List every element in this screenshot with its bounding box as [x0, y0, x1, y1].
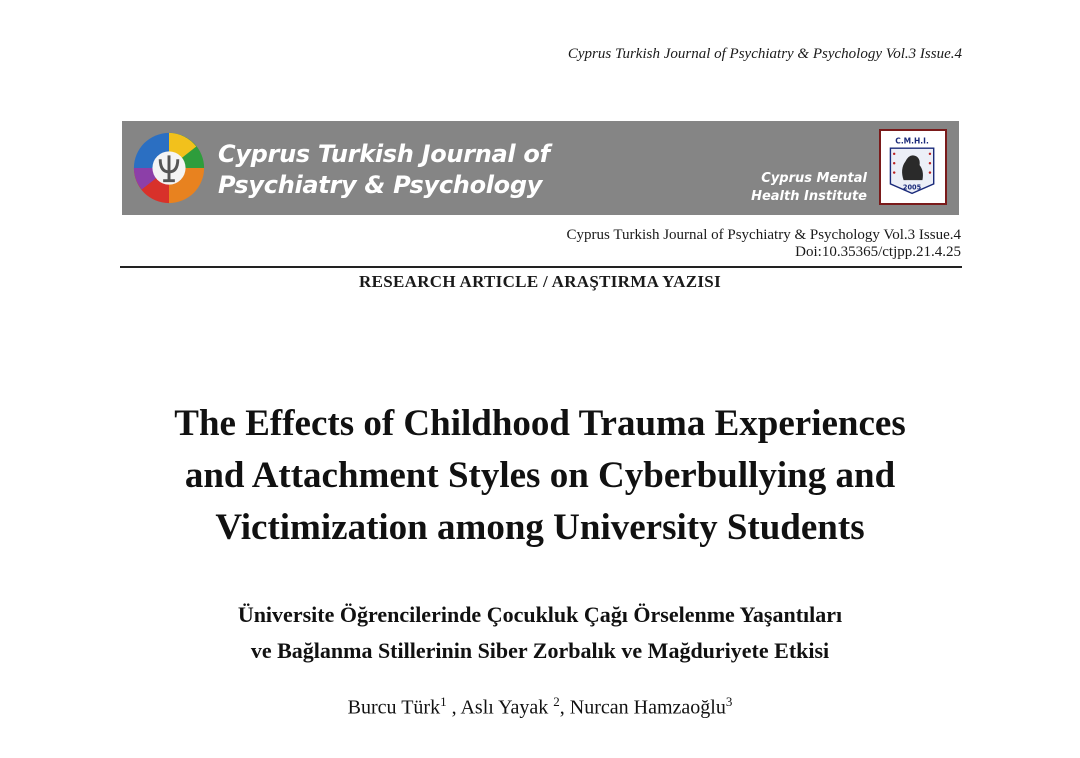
seal-text-top: C.M.H.I. [895, 136, 929, 146]
institute-line2: Health Institute [751, 189, 867, 204]
author-affiliation: 3 [725, 694, 733, 709]
subtitle-line2: ve Bağlanma Stillerinin Siber Zorbalık ve Mağduriyete Etkisi [250, 638, 830, 663]
title-line3: Victimization among University Students [215, 507, 865, 548]
running-head: Cyprus Turkish Journal of Psychiatry & Psychology Vol.3 Issue.4 [567, 46, 962, 62]
institute-seal-icon [879, 129, 947, 205]
paper-subtitle-turkish [60, 597, 1020, 669]
header-divider [120, 266, 962, 268]
title-line2: and Attachment Styles on Cyberbullying and [184, 455, 896, 496]
journal-info [567, 227, 961, 261]
author-separator: , [559, 696, 570, 719]
author-affiliation: 1 [440, 694, 447, 709]
author-name: Aslı Yayak [460, 696, 554, 719]
doi-line: Doi:10.35365/ctjpp.21.4.25 [795, 244, 961, 260]
journal-volume-line: Cyprus Turkish Journal of Psychiatry & Psychology Vol.3 Issue.4 [566, 227, 961, 243]
article-type: RESEARCH ARTICLE / ARAŞTIRMA YAZISI [359, 272, 721, 291]
institute-line1: Cyprus Mental [761, 171, 867, 186]
seal-text-bottom: 2005 [902, 183, 922, 192]
author-separator: , [446, 696, 461, 719]
author-name: Nurcan Hamzaoğlu [569, 696, 726, 719]
institute-name [751, 170, 867, 206]
subtitle-line1: Üniversite Öğrencilerinde Çocukluk Çağı Örselenme Yaşantıları [237, 602, 843, 627]
banner-journal-title [218, 139, 550, 201]
title-line1: The Effects of Childhood Trauma Experiences [174, 403, 906, 444]
banner-title-line2: Psychiatry & Psychology [218, 171, 543, 199]
paper-title [60, 398, 1020, 554]
journal-logo-icon [130, 129, 208, 207]
banner-title-line1: Cyprus Turkish Journal of [218, 140, 550, 168]
author-name: Burcu Türk [347, 696, 441, 719]
journal-banner [122, 121, 959, 215]
author-affiliation: 2 [553, 694, 560, 709]
author-list [0, 694, 1080, 720]
